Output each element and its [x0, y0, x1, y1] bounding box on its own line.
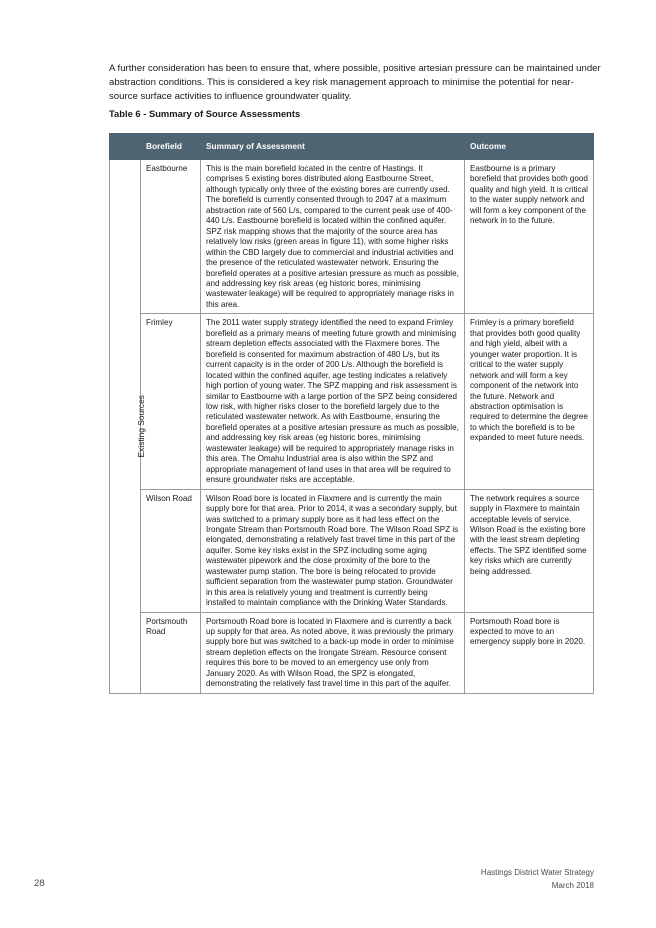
- header-summary: Summary of Assessment: [201, 134, 465, 160]
- table-row: [110, 314, 594, 489]
- table-row: [110, 160, 594, 314]
- source-assessment-table: [109, 133, 594, 694]
- summary-cell: Wilson Road bore is located in Flaxmere and is currently the main supply bore for that area. Prior to 2014, it was a secondary supply, but was switched to a primary supply bore as it had less effect on the Irongate Stream than Portsmouth Road bore. The Wilson Road SPZ is elongated, demonstrating a relatively fast travel time in this part of the aquifer. Some key risks exist in the SPZ including some aging wastewater pipework and the close proximity of the bore to the wastewater pump station. The bore is being relocated to provide sufficient separation from the wastewater pump station. Groundwater in this area is relatively young and treatment is currently being installed to maintain compliance with the Drinking Water Standards.: [201, 489, 465, 612]
- borefield-cell: Frimley: [141, 314, 201, 489]
- header-borefield: Borefield: [141, 134, 201, 160]
- borefield-cell: Eastbourne: [141, 160, 201, 314]
- header-group-column: [110, 134, 141, 160]
- footer-doc-title: Hastings District Water Strategy: [480, 868, 594, 877]
- table-title: Table 6 - Summary of Source Assessments: [109, 108, 301, 119]
- table-row: [110, 489, 594, 612]
- table-header-row: [110, 134, 594, 160]
- footer: [481, 866, 594, 892]
- borefield-cell: Wilson Road: [141, 489, 201, 612]
- borefield-cell: Portsmouth Road: [141, 612, 201, 693]
- intro-paragraph: A further consideration has been to ensure that, where possible, positive artesian pressure can be maintained under abstraction conditions. This is considered a key risk management approach to minimise the potential for near-source surface activities to influence groundwater quality.: [109, 62, 601, 102]
- group-label: Existing Sources: [135, 394, 146, 458]
- table-row: [110, 612, 594, 693]
- outcome-cell: The network requires a source supply in Flaxmere to maintain acceptable levels of service. Wilson Road is the existing bore with the least stream depleting effects. The SPZ identified some key risks which are currently being addressed.: [465, 489, 594, 612]
- header-outcome: Outcome: [465, 134, 594, 160]
- outcome-cell: Frimley is a primary borefield that provides both good quality and high yield, albeit with a younger water proportion. It is critical to the water supply network and will form a key component of the network into the future. Network and abstraction optimisation is required to determine the degree to which the borefield is to be expanded to meet future needs.: [465, 314, 594, 489]
- page-number: 28: [34, 878, 45, 889]
- summary-cell: This is the main borefield located in the centre of Hastings. It comprises 5 existing bores distributed along Eastbourne Street, although typically only three of the existing bores are currently used. The borefield is currently consented through to 2047 at a maximum abstraction rate of 560 L/s, compared to the current peak use of 400-440 L/s. Eastbourne borefield is located within the confined aquifer. SPZ risk mapping shows that the majority of the source area has relatively low risks (green areas in figure 11), with some higher risks within the CBD largely due to commercial and industrial activities and the presence of the reticulated wastewater network. Ensuring the borefield operates at a positive artesian pressure as much as possible, and addressing key risk areas (eg historic bores, minimising wastewater leakage) will be required to appropriately manage risks in this area.: [201, 160, 465, 314]
- outcome-cell: Eastbourne is a primary borefield that provides both good quality and high yield. It is critical to the water supply network and will form a key component of the network in to the future.: [465, 160, 594, 314]
- outcome-cell: Portsmouth Road bore is expected to move to an emergency supply bore in 2020.: [465, 612, 594, 693]
- summary-cell: Portsmouth Road bore is located in Flaxmere and is currently a back up supply for that area. As noted above, it was previously the primary supply bore but was switched to a back-up mode in order to minimise stream depletion effects on the Irongate Stream. Resource consent requires this bore to be moved to an emergency use only from January 2020. As with Wilson Road, the SPZ is elongated, demonstrating the relatively fast travel time in this part of the aquifer.: [201, 612, 465, 693]
- footer-date: March 2018: [551, 881, 594, 890]
- group-cell: [110, 160, 146, 694]
- summary-cell: The 2011 water supply strategy identified the need to expand Frimley borefield as a primary means of meeting future growth and minimising stream depletion effects associated with the Flaxmere bores. The borefield is consented for maximum abstraction of 480 L/s, but its current capacity is in the order of 200 L/s. Although the borefield is located within the confined aquifer, age testing indicates a relatively high portion of young water. The SPZ mapping and risk assessment is similar to Eastbourne with a large portion of the SPZ being considered low risk, with higher risks closer to the borefield largely due to the reticulated wastewater network. As with Eastbourne, ensuring the borefield operates at a positive artesian pressure as much as possible, and addressing key risk areas (eg historic bores, minimising wastewater leakage) will be required to appropriately manage risks in this area. The Omahu Industrial area is also within the SPZ and appropriate management of land uses in that area will be required to ensure groundwater risks are acceptable.: [201, 314, 465, 489]
